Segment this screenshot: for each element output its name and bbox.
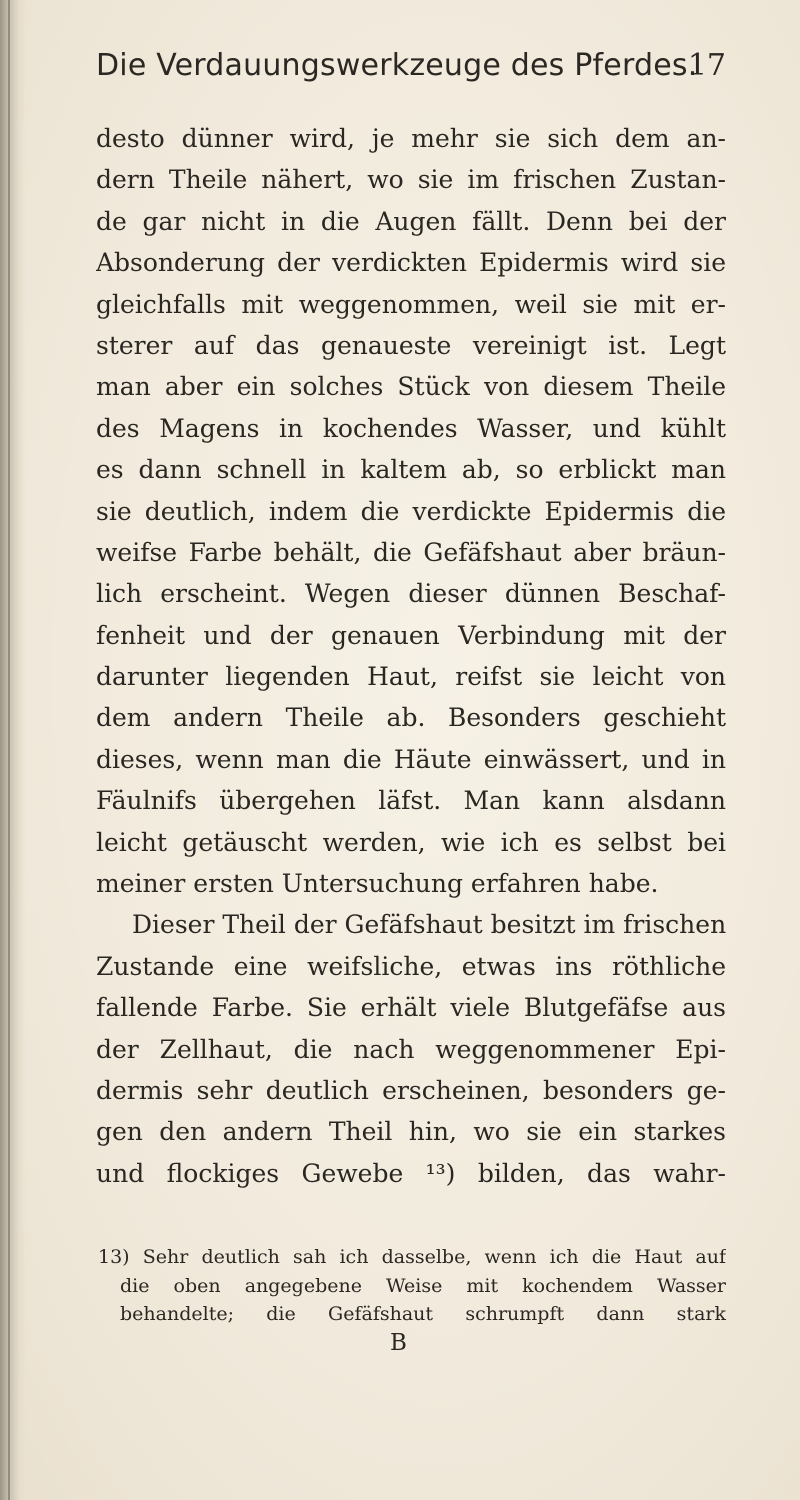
text-line: der Zellhaut, die nach weggenommener Epi- [96, 1034, 726, 1064]
footnote-line: die oben angegebene Weise mit kochendem Wasser [120, 1274, 726, 1297]
text-line: leicht getäuscht werden, wie ich es selbst bei [96, 827, 726, 857]
page-binding-shadow [0, 0, 26, 1500]
footnote [96, 1243, 726, 1329]
text-line: dermis sehr deutlich erscheinen, besonders ge- [96, 1075, 726, 1105]
running-title: Die Verdauungswerkzeuge des Pferdes. [96, 48, 698, 83]
text-line: sterer auf das genaueste vereinigt ist. Legt [96, 330, 726, 360]
text-line: dem andern Theile ab. Besonders geschieht [96, 703, 726, 733]
text-line: Zustande eine weifsliche, etwas ins röthliche [96, 951, 726, 981]
text-line: darunter liegenden Haut, reifst sie leicht von [96, 662, 726, 692]
text-line: sie deutlich, indem die verdickte Epidermis die [96, 496, 726, 526]
text-line: lich erscheint. Wegen dieser dünnen Beschaf- [96, 579, 726, 609]
text-line: fallende Farbe. Sie erhält viele Blutgefäfse aus [96, 993, 726, 1023]
text-line: meiner ersten Untersuchung erfahren habe. [96, 869, 659, 899]
footnote-line: 13) Sehr deutlich sah ich dasselbe, wenn ich die Haut auf [98, 1246, 726, 1268]
text-line: man aber ein solches Stück von diesem Theile [96, 372, 726, 402]
text-line: fenheit und der genauen Verbindung mit der [96, 620, 726, 650]
text-line: Absonderung der verdickten Epidermis wird sie [96, 248, 726, 278]
text-line: und flockiges Gewebe ¹³) bilden, das wahr- [96, 1158, 726, 1188]
text-line: desto dünner wird, je mehr sie sich dem an- [96, 124, 726, 153]
text-line: gen den andern Theil hin, wo sie ein starkes [96, 1117, 726, 1147]
text-line: des Magens in kochendes Wasser, und kühlt [96, 413, 726, 443]
text-line: Fäulnifs übergehen läfst. Man kann alsdann [96, 786, 726, 816]
text-line: weifse Farbe behält, die Gefäfshaut aber bräun- [96, 537, 726, 567]
text-line: dern Theile nähert, wo sie im frischen Zustan- [96, 165, 726, 195]
text-line: es dann schnell in kaltem ab, so erblickt man [96, 455, 726, 485]
running-header [96, 48, 726, 92]
footnote-line: behandelte; die Gefäfshaut schrumpft dann stark [120, 1303, 726, 1325]
page-number: 17 [687, 48, 726, 83]
signature-mark: B [390, 1330, 407, 1356]
text-line: gleichfalls mit weggenommen, weil sie mit er- [96, 289, 726, 319]
text-line: Dieser Theil der Gefäfshaut besitzt im frischen [132, 910, 726, 940]
text-line: de gar nicht in die Augen fällt. Denn bei der [96, 206, 726, 236]
text-line: dieses, wenn man die Häute einwässert, und in [96, 744, 726, 774]
body-text [96, 118, 726, 1194]
page-binding-edge [8, 0, 10, 1500]
